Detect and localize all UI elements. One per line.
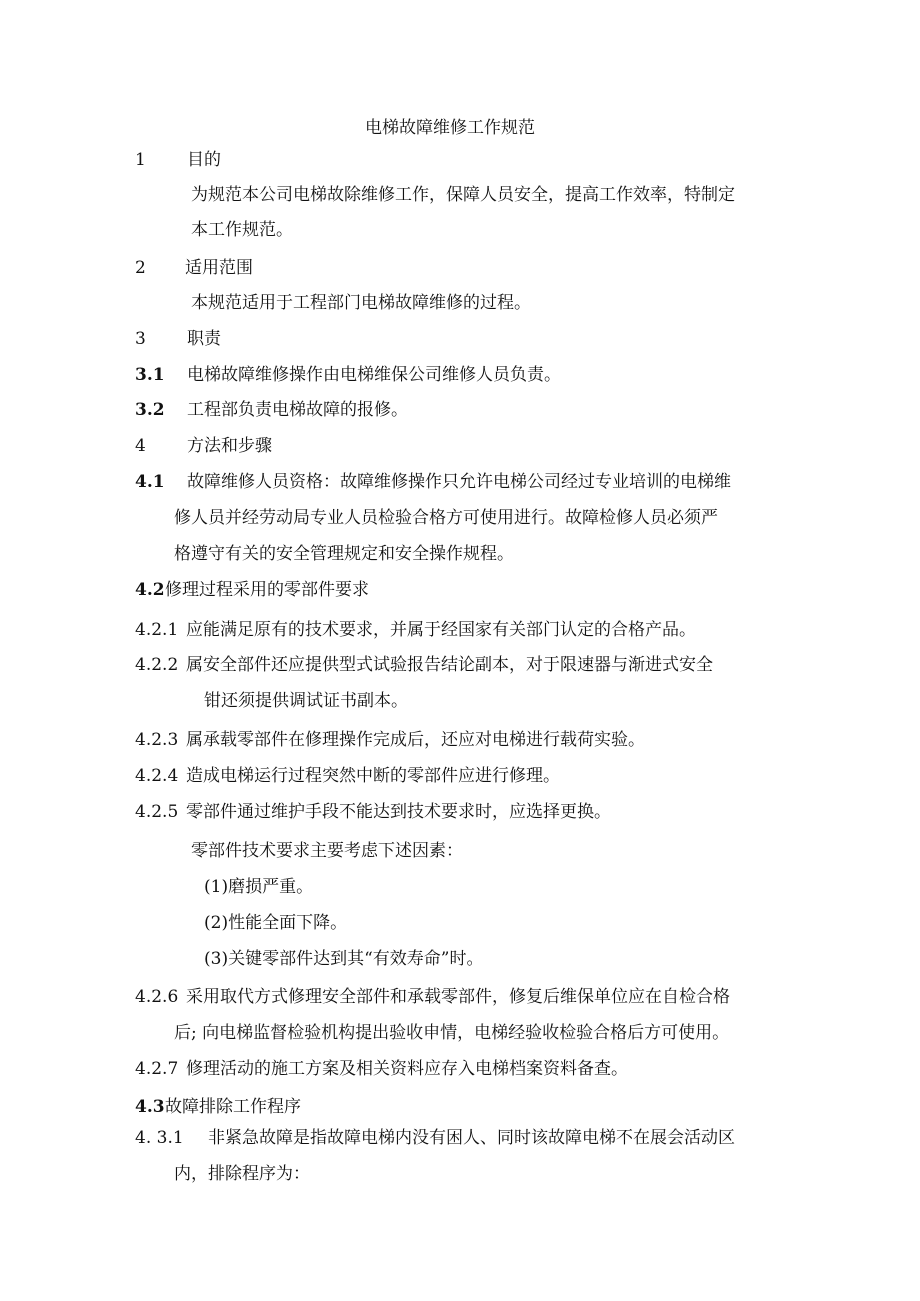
- section-2-body: 本规范适用于工程部门电梯故障维修的过程。: [191, 293, 531, 313]
- section-3-heading: 职责: [187, 329, 221, 349]
- section-2-number: 2: [135, 258, 146, 278]
- section-4-2-1-text: 应能满足原有的技术要求，并属于经国家有关部门认定的合格产品。: [186, 620, 696, 640]
- section-4-2-text: 修理过程采用的零部件要求: [165, 580, 369, 600]
- factor-3: (3)关键零部件达到其“有效寿命”时。: [204, 949, 484, 969]
- section-3-1-text: 电梯故障维修操作由电梯维保公司维修人员负责。: [187, 365, 561, 385]
- section-4-1-number: 4.1: [135, 472, 165, 492]
- section-4-2-4-text: 造成电梯运行过程突然中断的零部件应进行修理。: [186, 766, 560, 786]
- section-4-heading: 方法和步骤: [187, 436, 272, 456]
- section-4-3-number: 4.3: [135, 1097, 165, 1117]
- section-4-2-5-factors-intro: 零部件技术要求主要考虑下述因素：: [191, 841, 463, 861]
- section-1-body-line-1: 为规范本公司电梯故除维修工作，保障人员安全，提高工作效率，特制定: [191, 185, 735, 205]
- section-4-2-1-number: 4.2.1: [135, 620, 179, 640]
- section-4-2-5-text: 零部件通过维护手段不能达到技术要求时，应选择更换。: [186, 802, 611, 822]
- section-2-heading: 适用范围: [185, 258, 253, 278]
- section-4-3-1-number: 4. 3.1: [135, 1128, 184, 1148]
- section-4-2-7-number: 4.2.7: [135, 1059, 179, 1079]
- page-title: 电梯故障维修工作规范: [365, 118, 535, 138]
- section-4-2-number: 4.2: [135, 580, 165, 600]
- section-4-1-line-1: 故障维修人员资格：故障维修操作只允许电梯公司经过专业培训的电梯维: [187, 472, 731, 492]
- section-4-1-line-3: 格遵守有关的安全管理规定和安全操作规程。: [174, 544, 514, 564]
- section-3-2-text: 工程部负责电梯故障的报修。: [187, 400, 408, 420]
- section-4-2-6-line-2: 后; 向电梯监督检验机构提出验收申情，电梯经验收检验合格后方可使用。: [174, 1023, 730, 1043]
- section-4-2-2-line-2: 钳还须提供调试证书副本。: [204, 691, 408, 711]
- section-3-number: 3: [135, 329, 146, 349]
- section-4-2-3-number: 4.2.3: [135, 730, 179, 750]
- section-3-1-number: 3.1: [135, 365, 165, 385]
- factor-1: (1)磨损严重。: [204, 877, 314, 897]
- section-4-2-3-text: 属承载零部件在修理操作完成后，还应对电梯进行载荷实验。: [186, 730, 645, 750]
- section-4-number: 4: [135, 436, 146, 456]
- section-4-2-2-line-1: 属安全部件还应提供型式试验报告结论副本，对于限速器与渐进式安全: [186, 655, 713, 675]
- section-1-body-line-2: 本工作规范。: [191, 220, 293, 240]
- section-4-2-4-number: 4.2.4: [135, 766, 179, 786]
- section-4-2-5-number: 4.2.5: [135, 802, 179, 822]
- section-3-2-number: 3.2: [135, 400, 165, 420]
- section-1-heading: 目的: [187, 150, 221, 170]
- section-1-number: 1: [135, 150, 146, 170]
- section-4-2-6-number: 4.2.6: [135, 987, 179, 1007]
- section-4-2-2-number: 4.2.2: [135, 655, 179, 675]
- section-4-3-1-line-2: 内，排除程序为：: [174, 1164, 310, 1184]
- factor-2: (2)性能全面下降。: [204, 913, 348, 933]
- section-4-3-1-line-1: 非紧急故障是指故障电梯内没有困人、同时该故障电梯不在展会活动区: [208, 1128, 735, 1148]
- section-4-2-6-line-1: 采用取代方式修理安全部件和承载零部件，修复后维保单位应在自检合格: [186, 987, 730, 1007]
- section-4-2-7-text: 修理活动的施工方案及相关资料应存入电梯档案资料备查。: [186, 1059, 628, 1079]
- section-4-1-line-2: 修人员并经劳动局专业人员检验合格方可使用进行。故障检修人员必须严: [174, 508, 718, 528]
- section-4-3-text: 故障排除工作程序: [165, 1097, 301, 1117]
